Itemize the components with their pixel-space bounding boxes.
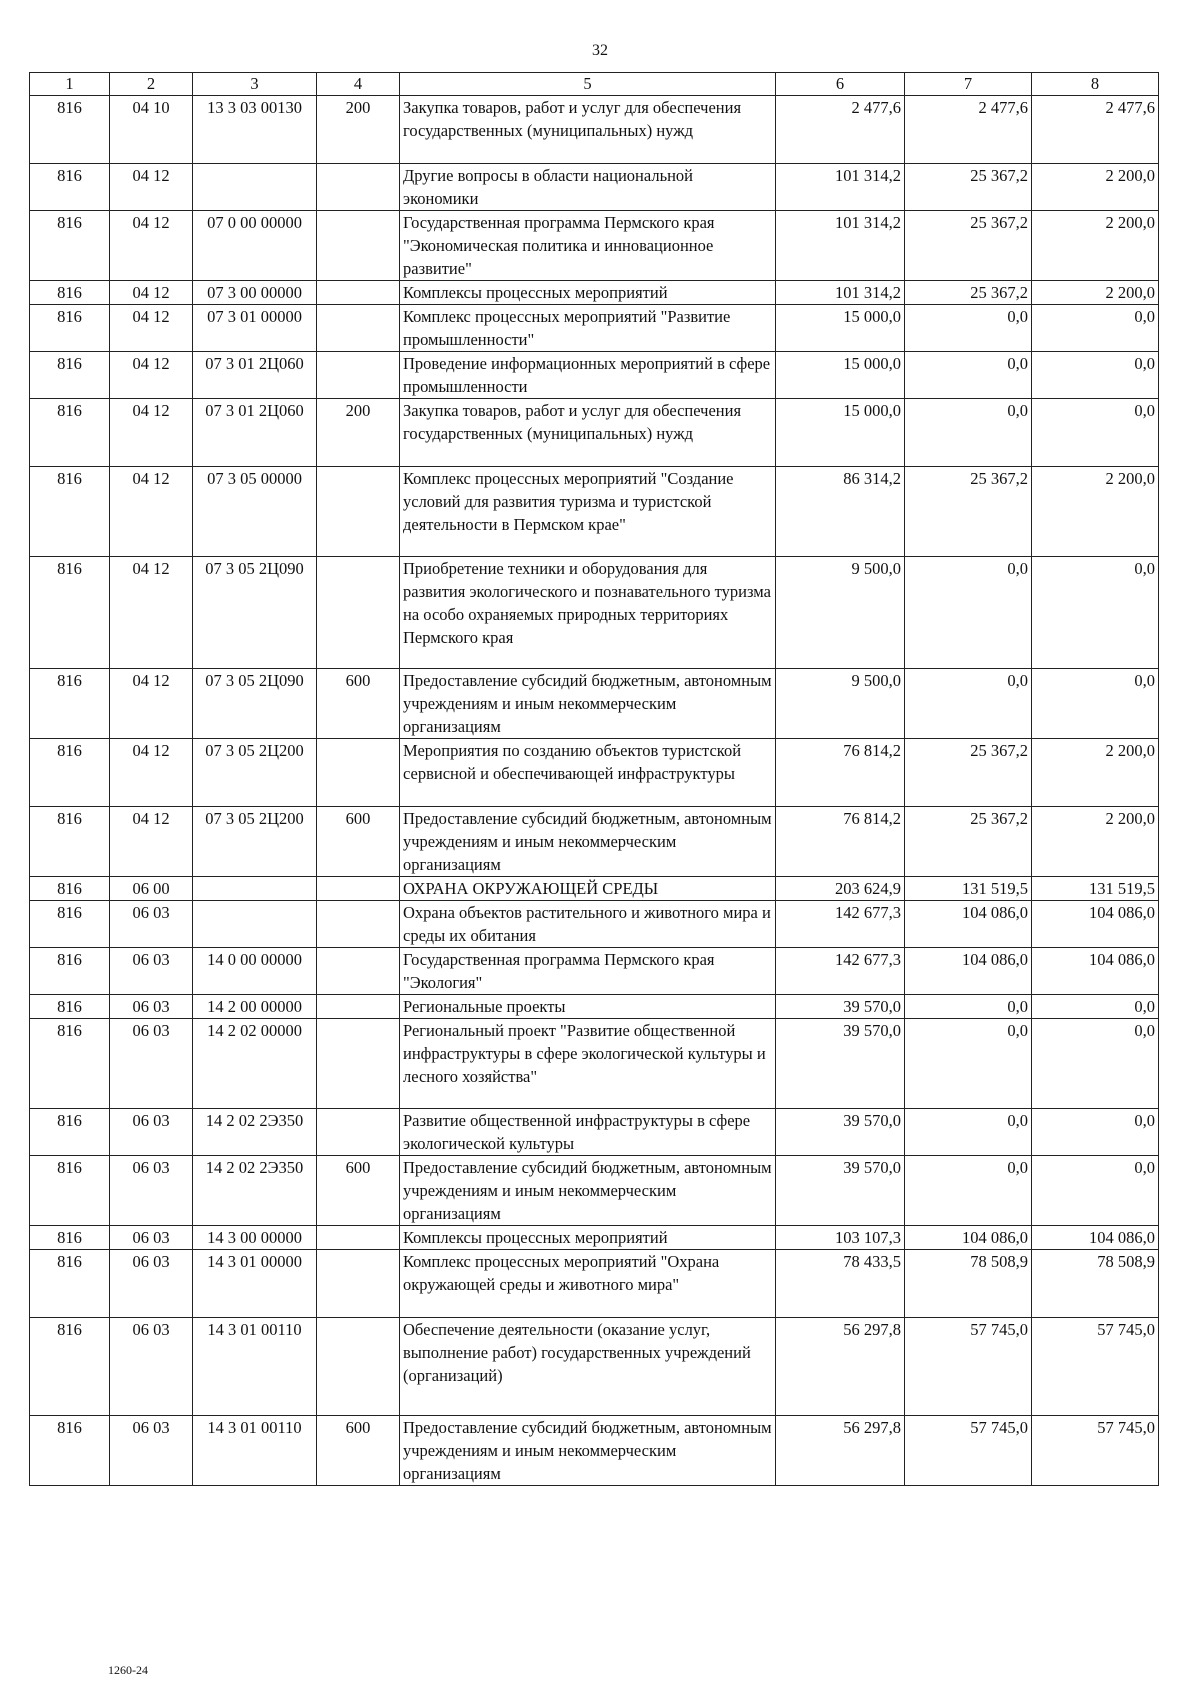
cell-section: 06 03 (110, 1109, 193, 1156)
cell-amount-col8: 0,0 (1032, 669, 1159, 739)
cell-chapter: 816 (30, 1250, 110, 1318)
cell-section: 04 12 (110, 467, 193, 557)
cell-chapter: 816 (30, 352, 110, 399)
cell-chapter: 816 (30, 305, 110, 352)
cell-description: Развитие общественной инфраструктуры в сфере экологической культуры (400, 1109, 776, 1156)
cell-expense-type (317, 211, 400, 281)
cell-amount-col7: 104 086,0 (905, 901, 1032, 948)
cell-section: 04 12 (110, 739, 193, 807)
cell-amount-col8: 0,0 (1032, 1156, 1159, 1226)
cell-description: Предоставление субсидий бюджетным, автономным учреждениям и иным некоммерческим организациям (400, 1156, 776, 1226)
cell-section: 06 03 (110, 948, 193, 995)
table-row (30, 1250, 1159, 1318)
cell-expense-type (317, 164, 400, 211)
cell-section: 06 03 (110, 1226, 193, 1250)
cell-section: 04 12 (110, 557, 193, 669)
cell-amount-col8: 2 200,0 (1032, 211, 1159, 281)
cell-target-article (193, 164, 317, 211)
table-row (30, 467, 1159, 557)
cell-description: Региональный проект "Развитие общественной инфраструктуры в сфере экологической культуры и лесного хозяйства" (400, 1019, 776, 1109)
cell-description: Комплекс процессных мероприятий "Развитие промышленности" (400, 305, 776, 352)
table-body (30, 96, 1159, 1486)
cell-amount-col8: 104 086,0 (1032, 948, 1159, 995)
cell-amount-col6: 86 314,2 (776, 467, 905, 557)
footer-document-code: 1260-24 (108, 1663, 148, 1677)
cell-section: 04 12 (110, 211, 193, 281)
cell-amount-col6: 15 000,0 (776, 399, 905, 467)
cell-amount-col7: 25 367,2 (905, 467, 1032, 557)
cell-description: ОХРАНА ОКРУЖАЮЩЕЙ СРЕДЫ (400, 877, 776, 901)
column-header-3: 3 (193, 73, 317, 96)
cell-target-article: 07 3 05 2Ц090 (193, 557, 317, 669)
cell-amount-col7: 25 367,2 (905, 739, 1032, 807)
cell-description: Обеспечение деятельности (оказание услуг, выполнение работ) государственных учреждений (организаций) (400, 1318, 776, 1416)
cell-amount-col7: 0,0 (905, 557, 1032, 669)
cell-expense-type: 600 (317, 1416, 400, 1486)
cell-target-article: 07 3 00 00000 (193, 281, 317, 305)
table-row (30, 995, 1159, 1019)
cell-section: 04 12 (110, 399, 193, 467)
cell-amount-col7: 25 367,2 (905, 281, 1032, 305)
cell-chapter: 816 (30, 1109, 110, 1156)
cell-amount-col7: 57 745,0 (905, 1416, 1032, 1486)
cell-section: 06 03 (110, 1318, 193, 1416)
table-row (30, 399, 1159, 467)
cell-chapter: 816 (30, 1019, 110, 1109)
cell-chapter: 816 (30, 1318, 110, 1416)
table-row (30, 96, 1159, 164)
cell-amount-col8: 2 200,0 (1032, 164, 1159, 211)
cell-amount-col6: 39 570,0 (776, 1019, 905, 1109)
table-row (30, 305, 1159, 352)
cell-expense-type (317, 1019, 400, 1109)
column-header-8: 8 (1032, 73, 1159, 96)
table-row (30, 1226, 1159, 1250)
cell-amount-col6: 39 570,0 (776, 1109, 905, 1156)
cell-amount-col8: 2 200,0 (1032, 739, 1159, 807)
cell-chapter: 816 (30, 1226, 110, 1250)
cell-amount-col6: 56 297,8 (776, 1318, 905, 1416)
table-row (30, 877, 1159, 901)
cell-amount-col8: 0,0 (1032, 305, 1159, 352)
cell-expense-type: 200 (317, 96, 400, 164)
cell-section: 06 03 (110, 995, 193, 1019)
cell-amount-col6: 142 677,3 (776, 948, 905, 995)
cell-section: 04 12 (110, 281, 193, 305)
cell-amount-col8: 0,0 (1032, 1109, 1159, 1156)
cell-amount-col6: 78 433,5 (776, 1250, 905, 1318)
cell-amount-col8: 57 745,0 (1032, 1416, 1159, 1486)
cell-expense-type: 600 (317, 807, 400, 877)
cell-amount-col7: 0,0 (905, 352, 1032, 399)
cell-target-article: 13 3 03 00130 (193, 96, 317, 164)
cell-amount-col6: 76 814,2 (776, 739, 905, 807)
cell-amount-col7: 131 519,5 (905, 877, 1032, 901)
cell-amount-col6: 2 477,6 (776, 96, 905, 164)
cell-description: Проведение информационных мероприятий в сфере промышленности (400, 352, 776, 399)
cell-target-article: 14 2 00 00000 (193, 995, 317, 1019)
cell-expense-type: 600 (317, 1156, 400, 1226)
cell-amount-col8: 0,0 (1032, 399, 1159, 467)
cell-amount-col8: 104 086,0 (1032, 901, 1159, 948)
cell-section: 06 03 (110, 901, 193, 948)
cell-amount-col7: 0,0 (905, 1109, 1032, 1156)
cell-description: Охрана объектов растительного и животного мира и среды их обитания (400, 901, 776, 948)
cell-target-article: 14 2 02 00000 (193, 1019, 317, 1109)
cell-chapter: 816 (30, 467, 110, 557)
cell-amount-col7: 25 367,2 (905, 211, 1032, 281)
cell-expense-type (317, 948, 400, 995)
table-row (30, 352, 1159, 399)
cell-section: 06 00 (110, 877, 193, 901)
cell-expense-type (317, 352, 400, 399)
table-row (30, 669, 1159, 739)
cell-expense-type (317, 739, 400, 807)
cell-chapter: 816 (30, 948, 110, 995)
cell-amount-col6: 9 500,0 (776, 669, 905, 739)
cell-amount-col6: 101 314,2 (776, 164, 905, 211)
cell-chapter: 816 (30, 669, 110, 739)
cell-description: Государственная программа Пермского края "Экономическая политика и инновационное развитие" (400, 211, 776, 281)
table-row (30, 211, 1159, 281)
cell-target-article: 07 3 05 2Ц200 (193, 739, 317, 807)
cell-description: Мероприятия по созданию объектов туристской сервисной и обеспечивающей инфраструктуры (400, 739, 776, 807)
cell-description: Закупка товаров, работ и услуг для обеспечения государственных (муниципальных) нужд (400, 96, 776, 164)
cell-amount-col8: 0,0 (1032, 352, 1159, 399)
table-row (30, 557, 1159, 669)
cell-target-article: 07 3 01 00000 (193, 305, 317, 352)
cell-amount-col6: 142 677,3 (776, 901, 905, 948)
cell-amount-col8: 2 200,0 (1032, 467, 1159, 557)
table-row (30, 281, 1159, 305)
cell-section: 06 03 (110, 1250, 193, 1318)
cell-target-article: 14 2 02 2Э350 (193, 1109, 317, 1156)
cell-amount-col7: 78 508,9 (905, 1250, 1032, 1318)
cell-chapter: 816 (30, 739, 110, 807)
cell-amount-col6: 39 570,0 (776, 1156, 905, 1226)
cell-chapter: 816 (30, 877, 110, 901)
cell-target-article: 07 3 05 2Ц200 (193, 807, 317, 877)
cell-target-article: 14 3 01 00110 (193, 1318, 317, 1416)
cell-target-article (193, 877, 317, 901)
cell-amount-col7: 25 367,2 (905, 164, 1032, 211)
cell-amount-col8: 0,0 (1032, 557, 1159, 669)
cell-expense-type (317, 877, 400, 901)
table-row (30, 1109, 1159, 1156)
cell-amount-col6: 101 314,2 (776, 211, 905, 281)
cell-chapter: 816 (30, 96, 110, 164)
cell-description: Предоставление субсидий бюджетным, автономным учреждениям и иным некоммерческим организациям (400, 1416, 776, 1486)
cell-amount-col8: 2 200,0 (1032, 281, 1159, 305)
table-row (30, 739, 1159, 807)
cell-expense-type (317, 557, 400, 669)
cell-amount-col8: 2 200,0 (1032, 807, 1159, 877)
column-header-4: 4 (317, 73, 400, 96)
cell-target-article: 07 0 00 00000 (193, 211, 317, 281)
cell-description: Комплексы процессных мероприятий (400, 281, 776, 305)
cell-expense-type (317, 1109, 400, 1156)
cell-chapter: 816 (30, 399, 110, 467)
cell-expense-type (317, 467, 400, 557)
table-row (30, 807, 1159, 877)
cell-target-article: 14 0 00 00000 (193, 948, 317, 995)
cell-section: 04 12 (110, 807, 193, 877)
cell-amount-col6: 101 314,2 (776, 281, 905, 305)
cell-amount-col7: 0,0 (905, 669, 1032, 739)
cell-amount-col6: 15 000,0 (776, 305, 905, 352)
cell-chapter: 816 (30, 1156, 110, 1226)
cell-description: Приобретение техники и оборудования для развития экологического и познавательного туризма на особо охраняемых природных территориях Пермского края (400, 557, 776, 669)
cell-amount-col7: 104 086,0 (905, 1226, 1032, 1250)
cell-amount-col6: 15 000,0 (776, 352, 905, 399)
cell-description: Комплекс процессных мероприятий "Охрана окружающей среды и животного мира" (400, 1250, 776, 1318)
cell-chapter: 816 (30, 995, 110, 1019)
cell-section: 06 03 (110, 1019, 193, 1109)
cell-amount-col8: 2 477,6 (1032, 96, 1159, 164)
cell-amount-col8: 0,0 (1032, 1019, 1159, 1109)
cell-expense-type (317, 1250, 400, 1318)
table-row (30, 901, 1159, 948)
budget-table (29, 72, 1159, 1486)
cell-description: Региональные проекты (400, 995, 776, 1019)
cell-target-article: 07 3 05 00000 (193, 467, 317, 557)
cell-amount-col7: 104 086,0 (905, 948, 1032, 995)
cell-expense-type (317, 995, 400, 1019)
cell-chapter: 816 (30, 557, 110, 669)
table-row (30, 164, 1159, 211)
cell-chapter: 816 (30, 1416, 110, 1486)
cell-target-article: 07 3 05 2Ц090 (193, 669, 317, 739)
cell-section: 04 12 (110, 305, 193, 352)
column-header-5: 5 (400, 73, 776, 96)
cell-amount-col8: 104 086,0 (1032, 1226, 1159, 1250)
cell-amount-col6: 203 624,9 (776, 877, 905, 901)
table-row (30, 1416, 1159, 1486)
cell-expense-type (317, 305, 400, 352)
cell-amount-col6: 103 107,3 (776, 1226, 905, 1250)
cell-section: 04 10 (110, 96, 193, 164)
cell-expense-type (317, 1318, 400, 1416)
table-row (30, 1156, 1159, 1226)
cell-expense-type: 600 (317, 669, 400, 739)
table-row (30, 948, 1159, 995)
cell-section: 06 03 (110, 1156, 193, 1226)
cell-chapter: 816 (30, 211, 110, 281)
cell-description: Закупка товаров, работ и услуг для обеспечения государственных (муниципальных) нужд (400, 399, 776, 467)
column-header-7: 7 (905, 73, 1032, 96)
header-row (30, 73, 1159, 96)
cell-expense-type (317, 1226, 400, 1250)
cell-section: 04 12 (110, 352, 193, 399)
cell-target-article: 14 3 00 00000 (193, 1226, 317, 1250)
cell-expense-type: 200 (317, 399, 400, 467)
cell-chapter: 816 (30, 164, 110, 211)
cell-chapter: 816 (30, 281, 110, 305)
cell-amount-col7: 0,0 (905, 305, 1032, 352)
cell-description: Государственная программа Пермского края "Экология" (400, 948, 776, 995)
cell-section: 04 12 (110, 669, 193, 739)
cell-target-article: 07 3 01 2Ц060 (193, 399, 317, 467)
column-header-1: 1 (30, 73, 110, 96)
cell-description: Комплекс процессных мероприятий "Создание условий для развития туризма и туристской деятельности в Пермском крае" (400, 467, 776, 557)
column-header-2: 2 (110, 73, 193, 96)
cell-chapter: 816 (30, 901, 110, 948)
table-row (30, 1019, 1159, 1109)
cell-amount-col7: 0,0 (905, 399, 1032, 467)
cell-amount-col6: 9 500,0 (776, 557, 905, 669)
cell-amount-col8: 131 519,5 (1032, 877, 1159, 901)
cell-amount-col6: 56 297,8 (776, 1416, 905, 1486)
cell-target-article: 14 3 01 00110 (193, 1416, 317, 1486)
cell-amount-col7: 0,0 (905, 1156, 1032, 1226)
cell-amount-col7: 2 477,6 (905, 96, 1032, 164)
cell-description: Другие вопросы в области национальной экономики (400, 164, 776, 211)
cell-amount-col8: 57 745,0 (1032, 1318, 1159, 1416)
cell-section: 06 03 (110, 1416, 193, 1486)
cell-amount-col8: 78 508,9 (1032, 1250, 1159, 1318)
cell-amount-col7: 57 745,0 (905, 1318, 1032, 1416)
cell-chapter: 816 (30, 807, 110, 877)
cell-amount-col7: 0,0 (905, 1019, 1032, 1109)
page-number: 32 (592, 42, 608, 59)
cell-target-article: 14 3 01 00000 (193, 1250, 317, 1318)
cell-expense-type (317, 901, 400, 948)
cell-target-article (193, 901, 317, 948)
cell-amount-col7: 25 367,2 (905, 807, 1032, 877)
cell-amount-col6: 76 814,2 (776, 807, 905, 877)
cell-amount-col6: 39 570,0 (776, 995, 905, 1019)
cell-amount-col8: 0,0 (1032, 995, 1159, 1019)
cell-description: Предоставление субсидий бюджетным, автономным учреждениям и иным некоммерческим организациям (400, 807, 776, 877)
cell-target-article: 07 3 01 2Ц060 (193, 352, 317, 399)
cell-target-article: 14 2 02 2Э350 (193, 1156, 317, 1226)
cell-expense-type (317, 281, 400, 305)
table-row (30, 1318, 1159, 1416)
cell-description: Предоставление субсидий бюджетным, автономным учреждениям и иным некоммерческим организациям (400, 669, 776, 739)
column-header-6: 6 (776, 73, 905, 96)
cell-description: Комплексы процессных мероприятий (400, 1226, 776, 1250)
cell-section: 04 12 (110, 164, 193, 211)
cell-amount-col7: 0,0 (905, 995, 1032, 1019)
